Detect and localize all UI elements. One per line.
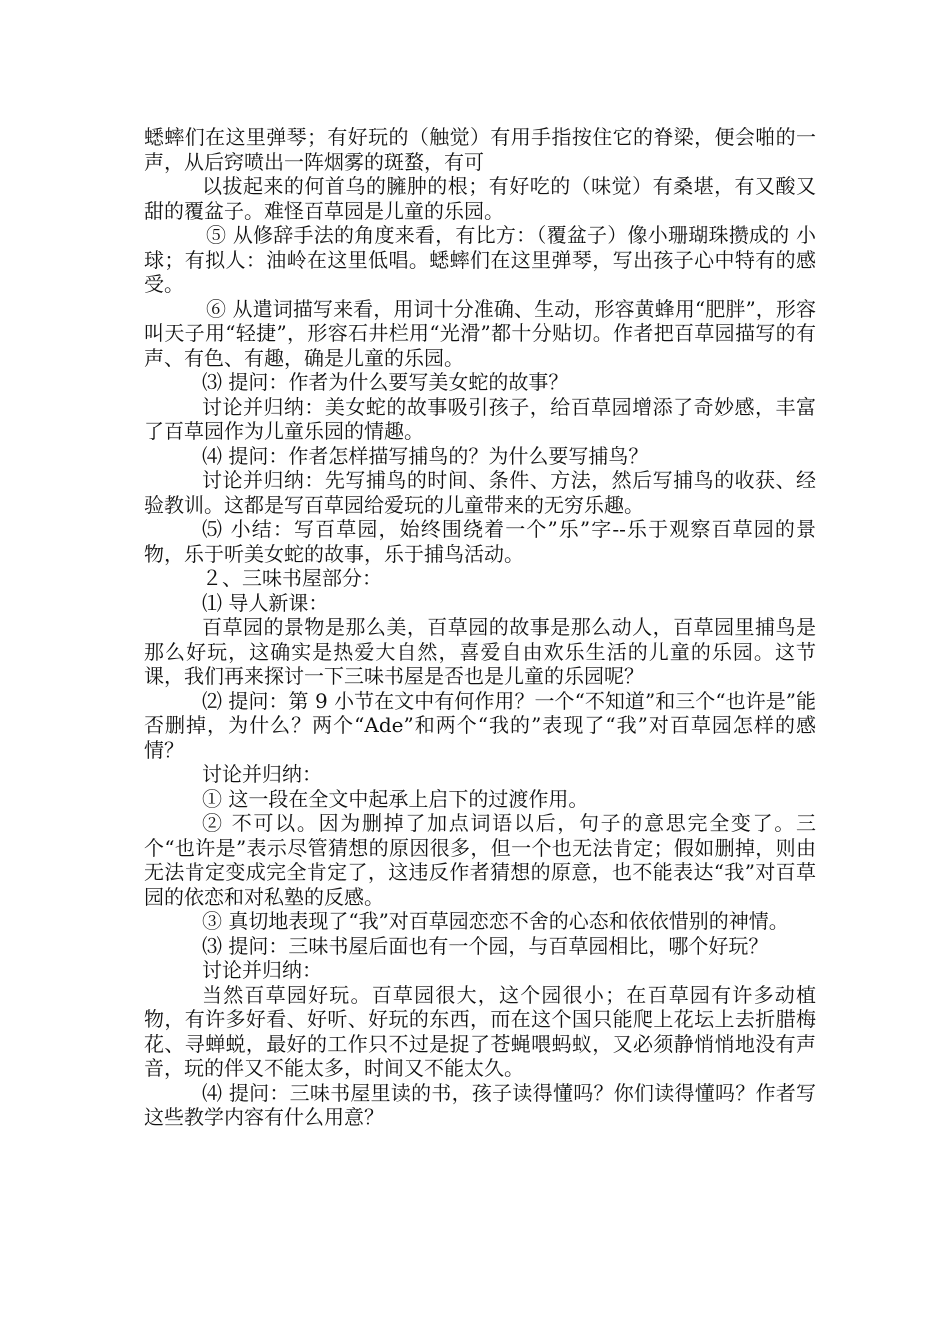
paragraph-17: ③ 真切地表现了“我”对百草园恋恋不舍的心态和依依惜别的神情。 xyxy=(202,909,789,933)
document-body xyxy=(144,125,816,1130)
paragraph-3: ⑤ 从修辞手法的角度来看，有比方：（覆盆子）像小珊瑚珠攒成的 小球；有拟人：油岭在这里低唱。蟋蟀们在这里弹琴，写出孩子心中特有的感受。 xyxy=(144,223,816,296)
paragraph-13: ⑵ 提问：第 9 小节在文中有何作用？一个“不知道”和三个“也许是”能否删掉，为什么？两个“Ade”和两个“我的”表现了“我”对百草园怎样的感情？ xyxy=(144,688,816,762)
paragraph-14: 讨论并归纳： xyxy=(202,762,322,786)
paragraph-9: ⑸ 小结：写百草园，始终围绕着一个”乐”字--乐于观察百草园的景物，乐于听美女蛇的故事，乐于捕鸟活动。 xyxy=(144,517,816,566)
paragraph-18: ⑶ 提问：三味书屋后面也有一个园，与百草园相比，哪个好玩？ xyxy=(202,933,769,958)
paragraph-4: ⑥ 从遣词描写来看，用词十分准确、生动，形容黄蜂用“肥胖”，形容叫天子用“轻捷”，形容石井栏用“光滑”都十分贴切。作者把百草园描写的有声、有色、有趣，确是儿童的乐园。 xyxy=(144,296,816,370)
paragraph-1: 蟋蟀们在这里弹琴；有好玩的（触觉）有用手指按住它的脊梁，便会啪的一声，从后窍喷出一阵烟雾的斑蝥，有可 xyxy=(144,125,816,174)
paragraph-5: ⑶ 提问：作者为什么要写美女蛇的故事？ xyxy=(202,370,569,394)
paragraph-11: ⑴ 导人新课： xyxy=(202,590,329,615)
paragraph-12: 百草园的景物是那么美，百草园的故事是那么动人，百草园里捕鸟是那么好玩，这确实是热爱大自然，喜爱自由欢乐生活的儿童的乐园。这节课，我们再来探讨一下三味书屋是否也是儿童的乐园呢？ xyxy=(144,615,816,688)
paragraph-6: 讨论并归纳：美女蛇的故事吸引孩子，给百草园增添了奇妙感，丰富了百草园作为儿童乐园的情趣。 xyxy=(144,394,816,443)
paragraph-7: ⑷ 提问：作者怎样描写捕鸟的？为什么要写捕鸟？ xyxy=(202,443,649,468)
paragraph-8: 讨论并归纳：先写捕鸟的时间、条件、方法，然后写捕鸟的收获、经验教训。这都是写百草园给爱玩的儿童带来的无穷乐趣。 xyxy=(144,468,816,517)
paragraph-2: 以拔起来的何首乌的臃肿的根；有好吃的（味觉）有桑堪，有又酸又甜的覆盆子。难怪百草园是儿童的乐园。 xyxy=(144,174,816,223)
paragraph-15: ① 这一段在全文中起承上启下的过渡作用。 xyxy=(202,786,589,811)
paragraph-16: ② 不可以。因为删掉了加点词语以后，句子的意思完全变了。三个“也许是”表示尽管猜想的原因很多，但一个也无法肯定；假如删掉，则由无法肯定变成完全肯定了，这违反作者猜想的原意，也不能表达“我”对百草园的依恋和对私塾的反感。 xyxy=(144,811,816,909)
paragraph-21: ⑷ 提问：三味书屋里读的书，孩子读得懂吗？你们读得懂吗？作者写这些教学内容有什么用意？ xyxy=(144,1080,816,1129)
paragraph-19: 讨论并归纳： xyxy=(202,958,322,982)
section-heading: ２、三味书屋部分： xyxy=(202,566,382,590)
paragraph-20: 当然百草园好玩。百草园很大，这个园很小；在百草园有许多动植物，有许多好看、好听、好玩的东西，而在这个国只能爬上花坛上去折腊梅花、寻蝉蜕，最好的工作只不过是捉了苍蝇喂蚂蚁，又必须静悄悄地没有声音，玩的伴又不能太多，时间又不能太久。 xyxy=(144,982,816,1080)
